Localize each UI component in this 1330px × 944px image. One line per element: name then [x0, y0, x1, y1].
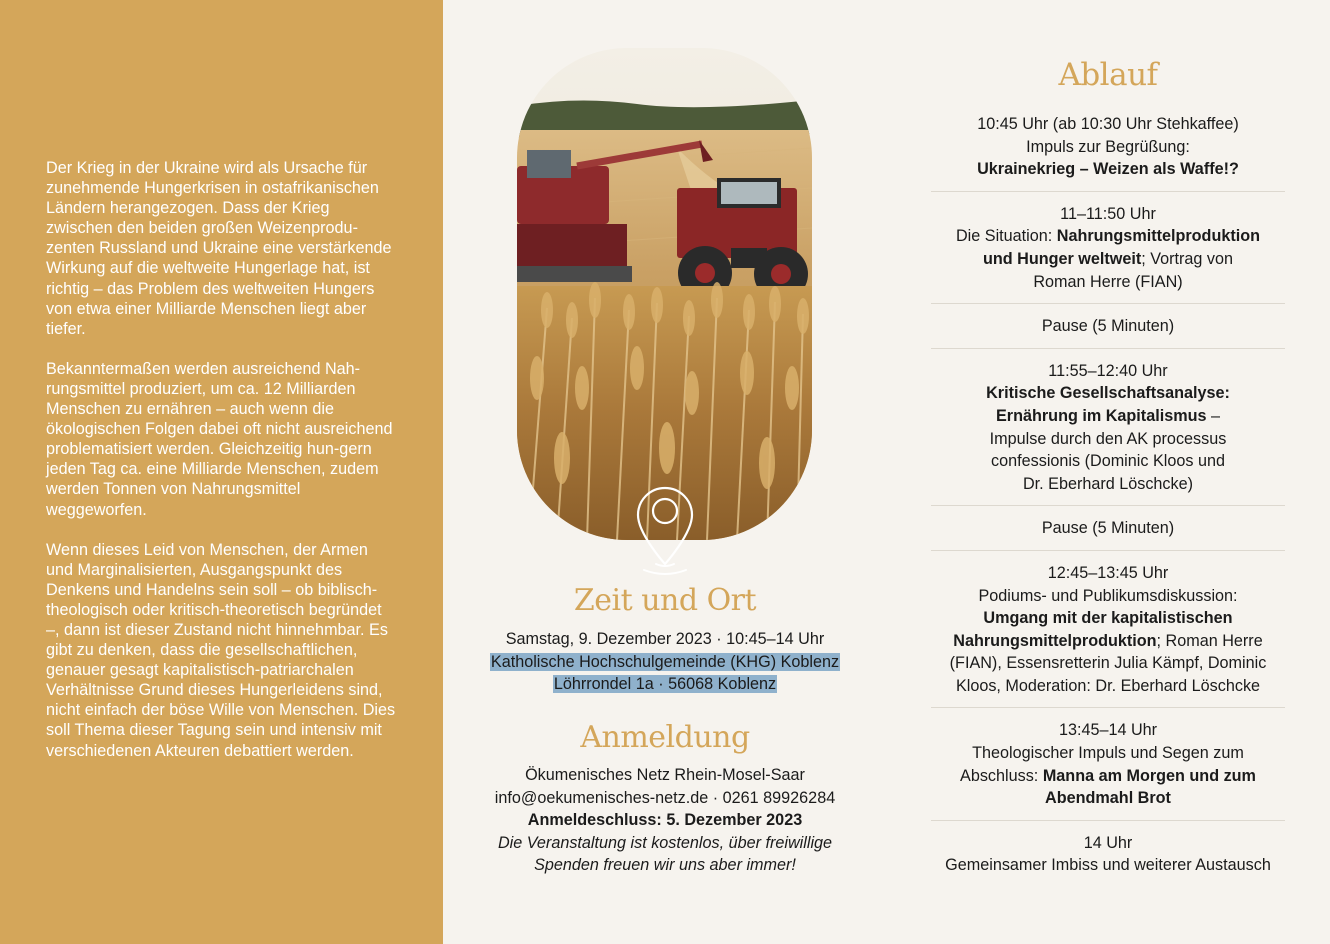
cost-note-line-2: Spenden freuen wir uns aber immer! — [534, 856, 796, 875]
slot-title: Nahrungsmittelproduktion — [1056, 227, 1261, 246]
slot-title: Manna am Morgen und zum — [1042, 766, 1256, 785]
slot-line: Kloos, Moderation: Dr. Eberhard Löschcke — [955, 676, 1261, 695]
schedule-slot — [931, 562, 1285, 709]
slot-time: 13:45–14 Uhr — [1058, 721, 1158, 740]
contact-info[interactable]: info@oekumenisches-netz.de · 0261 89926284 — [494, 788, 836, 807]
venue-name: Katholische Hochschulgemeinde (KHG) Koblenz — [490, 652, 840, 671]
slot-line: Impuls zur Begrüßung: — [1026, 137, 1190, 156]
slot-time: 10:45 Uhr (ab 10:30 Uhr Stehkaffee) — [977, 115, 1239, 133]
zeit-und-ort-heading: Zeit und Ort — [573, 583, 757, 618]
schedule-slot — [931, 315, 1285, 349]
schedule-slot — [931, 719, 1285, 820]
zeit-und-ort-block — [470, 628, 860, 696]
schedule-slot — [931, 113, 1285, 192]
slot-line: Gemeinsamer Imbiss und weiterer Austausch — [945, 856, 1271, 875]
schedule — [931, 113, 1285, 898]
schedule-slot — [931, 360, 1285, 507]
cost-note-line-1: Die Veranstaltung ist kostenlos, über freiwillige — [497, 833, 833, 852]
ablauf-heading: Ablauf — [1058, 57, 1158, 93]
slot-line: Podiums- und Publikumsdiskussion: — [978, 586, 1238, 605]
slot-line: Pause (5 Minuten) — [1041, 317, 1175, 336]
slot-line: Die Situation: — [955, 227, 1057, 246]
slot-line: Theologischer Impuls und Segen zum — [972, 744, 1244, 763]
slot-line: (FIAN), Essensretterin Julia Kämpf, Dominic — [949, 654, 1267, 673]
slot-line: Abschluss: — [960, 766, 1043, 785]
slot-title: Ernährung im Kapitalismus — [996, 406, 1207, 425]
slot-line: Impulse durch den AK processus — [989, 429, 1227, 448]
slot-title: Abendmahl Brot — [1045, 789, 1171, 808]
venue-address: Löhrrondel 1a · 56068 Koblenz — [553, 675, 777, 694]
registration-deadline: Anmeldeschluss: 5. Dezember 2023 — [527, 811, 803, 830]
slot-title: Ukrainekrieg – Weizen als Waffe!? — [977, 160, 1239, 179]
slot-title: Nahrungsmittelproduktion — [953, 631, 1157, 650]
intro-paragraph-3: Wenn dieses Leid von Menschen, der Armen und Marginalisierten, Ausgangspunkt des Denkens und Handelns sein soll – ob biblisch-theologisch oder kritisch-theoretisch begründet –, dann ist dieser Zustand nicht hinnehmbar. Es gibt zu denken, dass die gesellschaftlichen, genauer gesagt kapitalistisch-patriarchalen Verhältnisse Grund dieses Hungerleidens sind, nicht einfach der böse Wille von Menschen. Dies soll Thema dieser Tagung sein und intensiv mit verschiedenen Akteuren debattiert werden. — [46, 540, 396, 760]
harvest-photo — [517, 48, 812, 540]
intro-paragraph-2: Bekanntermaßen werden ausreichend Nahrungsmittel produziert, um ca. 12 Milliarden Menschen zu ernähren – auch wenn die ökologischen Folgen dabei oft nicht ausreichend problematisiert werden. Gleichzeitig hun-gern jeden Tag ca. eine Milliarde Menschen, zudem werden Tonnen von Nahrungsmittel weggeworfen. — [46, 359, 393, 519]
slot-line: Dr. Eberhard Löschcke) — [1022, 474, 1194, 493]
slot-line: Pause (5 Minuten) — [1041, 519, 1175, 538]
schedule-slot — [931, 832, 1285, 887]
schedule-slot — [931, 517, 1285, 551]
organizer: Ökumenisches Netz Rhein-Mosel-Saar — [525, 766, 805, 784]
slot-line: Roman Herre (FIAN) — [1033, 272, 1183, 291]
schedule-slot — [931, 203, 1285, 304]
slot-line: – — [1206, 406, 1220, 425]
intro-paragraph-1: Der Krieg in der Ukraine wird als Ursache für zunehmende Hungerkrisen in ostafrikanischen Ländern herangezogen. Dass der Krieg zwischen den beiden großen Weizenproduzenten Russland und Ukraine eine verstärkende Wirkung auf die weltweite Hungerlage hat, ist richtig – das Problem des weltweiten Hungers von etwa einer Milliarde Menschen liegt aber tiefer. — [46, 159, 392, 338]
slot-line: ; Vortrag von — [1141, 249, 1234, 268]
anmeldung-heading: Anmeldung — [580, 720, 750, 755]
slot-time: 11:55–12:40 Uhr — [1048, 361, 1168, 380]
slot-time: 11–11:50 Uhr — [1060, 204, 1156, 223]
slot-line: confessionis (Dominic Kloos und — [991, 452, 1225, 471]
slot-title: Kritische Gesellschaftsanalyse: — [986, 384, 1230, 403]
intro-text — [46, 158, 398, 781]
slot-line: ; Roman Herre — [1156, 631, 1263, 650]
slot-time: 12:45–13:45 Uhr — [1047, 563, 1169, 582]
event-date: Samstag, 9. Dezember 2023 · 10:45–14 Uhr — [505, 630, 825, 648]
location-pin-icon — [630, 484, 700, 580]
slot-title: Umgang mit der kapitalistischen — [983, 609, 1233, 628]
slot-time: 14 Uhr — [1083, 833, 1133, 852]
slot-title: und Hunger weltweit — [982, 249, 1142, 268]
anmeldung-block — [470, 764, 860, 877]
left-panel — [0, 0, 443, 944]
